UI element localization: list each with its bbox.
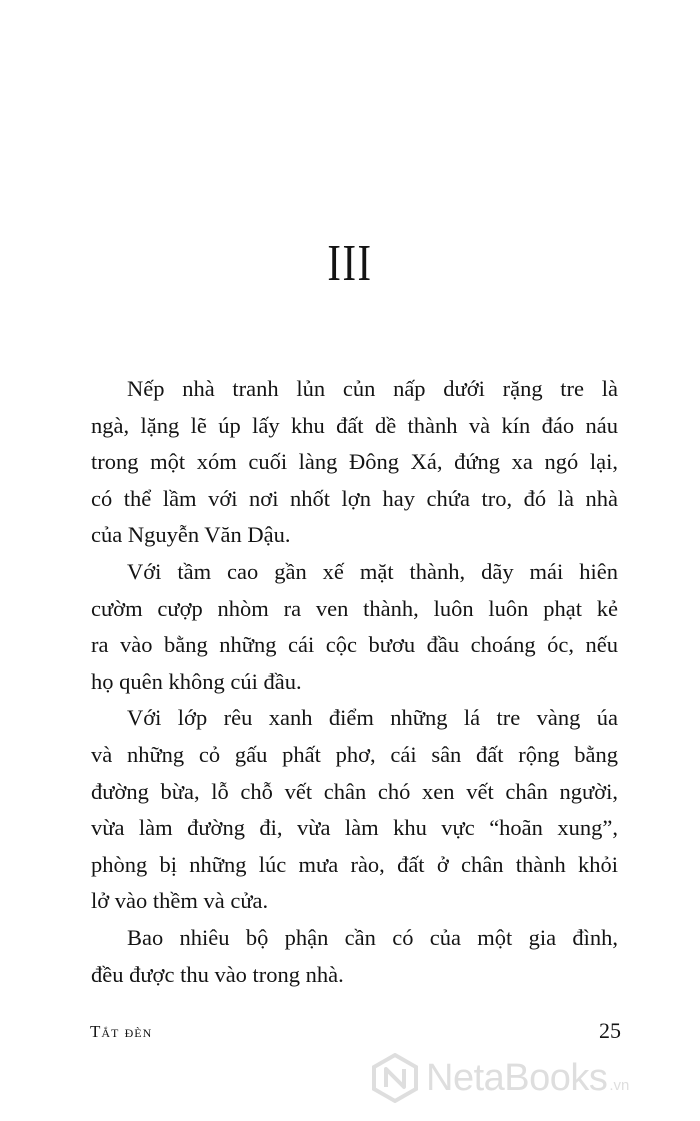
paragraph-line: Với tầm cao gần xế mặt thành, dãy mái hiên [127,558,618,584]
paragraph-1 [91,371,618,554]
paragraph-2 [91,554,618,700]
paragraph-line: ra vào bằng những cái cộc bươu đầu choáng óc, nếu [91,632,618,658]
watermark-tld: .vn [609,1076,630,1094]
paragraph-line: đường bừa, lỗ chỗ vết chân chó xen vết chân người, [91,778,618,804]
paragraph-line: họ quên không cúi đầu. [91,668,302,694]
paragraph-4 [91,920,618,993]
watermark [370,1052,680,1104]
paragraph-line: phòng bị những lúc mưa rào, đất ở chân thành khỏi [91,851,618,877]
paragraph-line: có thể lầm với nơi nhốt lợn hay chứa tro, đó là nhà [91,485,618,511]
paragraph-line: của Nguyễn Văn Dậu. [91,522,291,548]
chapter-number: III [327,235,373,292]
paragraph-line: đều được thu vào trong nhà. [91,961,344,987]
paragraph-line: lở vào thềm và cửa. [91,888,269,914]
paragraph-3 [91,700,618,920]
running-footer-book-title: Tắt đèn [90,1022,153,1041]
paragraph-line: ngà, lặng lẽ úp lấy khu đất dề thành và kín đáo náu [91,412,618,438]
chapter-body [91,371,618,993]
paragraph-line: Với lớp rêu xanh điểm những lá tre vàng úa [127,705,618,731]
paragraph-line: vừa làm đường đi, vừa làm khu vực “hoãn xung”, [91,815,618,841]
paragraph-line: trong một xóm cuối làng Đông Xá, đứng xa ngó lại, [91,449,618,475]
paragraph-line: cườm cượp nhòm ra ven thành, luôn luôn phạt kẻ [91,595,618,621]
paragraph-line: Bao nhiêu bộ phận cần có của một gia đình, [127,924,618,950]
page-number: 25 [599,1018,621,1043]
netabooks-logo-icon [370,1053,420,1103]
watermark-text: NetaBooks [426,1056,608,1099]
paragraph-line: và những cỏ gấu phất phơ, cái sân đất rộng bằng [91,741,618,767]
paragraph-line: Nếp nhà tranh lủn củn nấp dưới rặng tre là [127,376,618,401]
